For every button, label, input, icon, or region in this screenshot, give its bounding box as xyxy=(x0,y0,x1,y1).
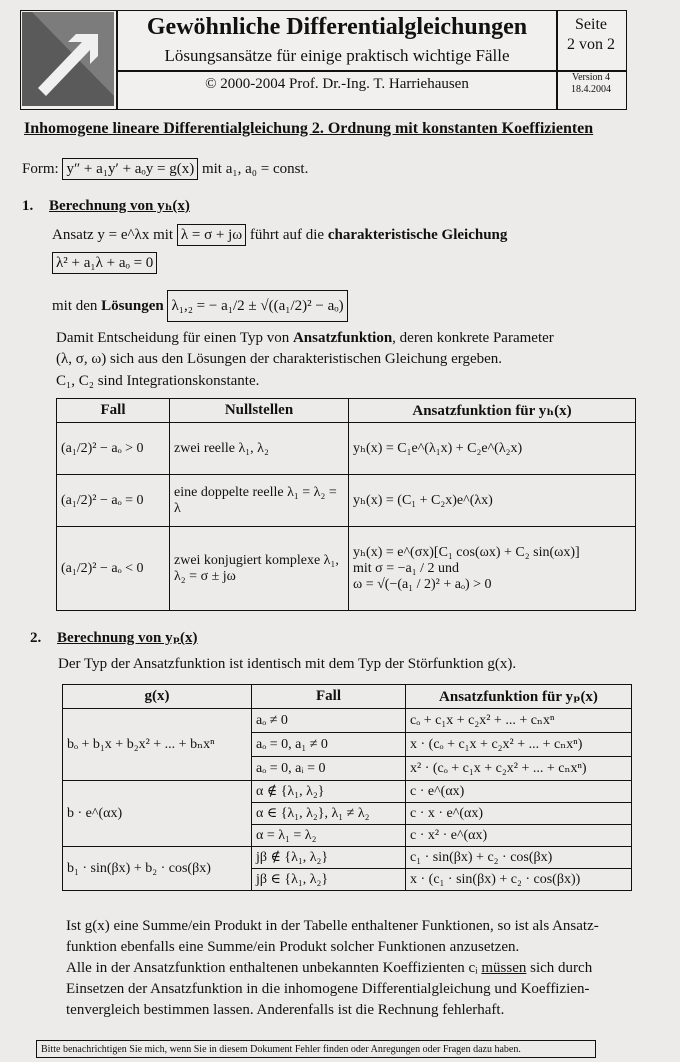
table-row xyxy=(57,423,636,475)
copyright: © 2000-2004 Prof. Dr.-Ing. T. Harriehausen xyxy=(205,76,469,92)
version: Version 4 xyxy=(571,72,611,83)
table-header-row xyxy=(63,685,632,709)
loesung-line xyxy=(52,290,348,322)
table-cell: x² · (cₒ + c₁x + c₂x² + ... + cₙxⁿ) xyxy=(406,757,632,781)
desc-text: , deren konkrete Parameter xyxy=(392,330,554,346)
form-label: Form: xyxy=(22,161,59,177)
para-line: tenvergleich bestimmen lassen. Anderenfalls ist die Rechnung fehlerhaft. xyxy=(66,1002,505,1018)
table-cell: c · x² · e^(αx) xyxy=(406,825,632,847)
table-cell: x · (c₁ · sin(βx) + c₂ · cos(βx)) xyxy=(406,869,632,891)
footer-note: Bitte benachrichtigen Sie mich, wenn Sie in diesem Dokument Fehler finden oder Anregungen oder Fragen dazu haben. xyxy=(36,1040,596,1058)
table-cell: aₒ = 0, aᵢ = 0 xyxy=(252,757,406,781)
ansatz-line: ω = √(−(a₁ / 2)² + aₒ) > 0 xyxy=(353,577,492,592)
page-number: 2 von 2 xyxy=(567,36,615,53)
section-title: Berechnung von yₚ(x) xyxy=(57,630,198,646)
section-2-heading xyxy=(30,628,198,647)
table-cell: jβ ∈ {λ₁, λ₂} xyxy=(252,869,406,891)
main-title: Inhomogene lineare Differentialgleichung 2. Ordnung mit konstanten Koeffizienten xyxy=(24,120,594,137)
page-label: Seite xyxy=(575,16,607,33)
char-equation-line xyxy=(52,252,157,274)
table-header: Ansatzfunktion für yₚ(x) xyxy=(406,685,632,709)
ansatz-bold: charakteristische Gleichung xyxy=(327,227,508,243)
desc-line-1 xyxy=(56,330,554,347)
table-cell: zwei konjugiert komplexe λ₁, λ₂ = σ ± jω xyxy=(170,527,349,611)
section-number: 2. xyxy=(30,630,42,646)
section-title: Berechnung von yₕ(x) xyxy=(49,198,190,214)
table-cell: eine doppelte reelle λ₁ = λ₂ = λ xyxy=(170,475,349,527)
table-header: Fall xyxy=(252,685,406,709)
table-cell: c₁ · sin(βx) + c₂ · cos(βx) xyxy=(406,847,632,869)
desc-line-3: C₁, C₂ sind Integrationskonstante. xyxy=(56,373,260,389)
form-line xyxy=(22,158,308,180)
ansatz-line: yₕ(x) = e^(σx)[C₁ cos(ωx) + C₂ sin(ωx)] xyxy=(353,545,580,560)
desc-text: Damit Entscheidung für einen Typ von xyxy=(56,330,293,346)
header-divider xyxy=(116,70,626,72)
table-cell: jβ ∉ {λ₁, λ₂} xyxy=(252,847,406,869)
table-cell: aₒ ≠ 0 xyxy=(252,709,406,733)
para-line: Einsetzen der Ansatzfunktion in die inhomogene Differentialgleichung und Koeffizien- xyxy=(66,981,590,997)
section-number: 1. xyxy=(22,198,34,214)
table-header: Ansatzfunktion für yₕ(x) xyxy=(349,399,636,423)
table-cell: x · (cₒ + c₁x + c₂x² + ... + cₙxⁿ) xyxy=(406,733,632,757)
desc-line-2: (λ, σ, ω) sich aus den Lösungen der charakteristischen Gleichung ergeben. xyxy=(56,351,503,367)
table-cell: b₁ · sin(βx) + b₂ · cos(βx) xyxy=(63,847,252,891)
table-header: Fall xyxy=(57,399,170,423)
para-text: sich durch xyxy=(526,960,593,976)
document-title: Gewöhnliche Differentialgleichungen xyxy=(146,14,528,40)
particular-table xyxy=(62,684,632,891)
table-row xyxy=(57,527,636,611)
ansatz-prefix: Ansatz y = e^λx mit xyxy=(52,227,174,243)
section-1-heading xyxy=(22,196,190,215)
table-cell: c · x · e^(αx) xyxy=(406,803,632,825)
arrow-logo-icon xyxy=(22,12,114,106)
table-cell: cₒ + c₁x + c₂x² + ... + cₙxⁿ xyxy=(406,709,632,733)
para-line: funktion ebenfalls eine Summe/ein Produkt solcher Funktionen anzusetzen. xyxy=(66,939,520,955)
section-2-intro: Der Typ der Ansatzfunktion ist identisch mit dem Typ der Störfunktion g(x). xyxy=(58,656,517,672)
form-equation: y″ + a₁y′ + aₒy = g(x) xyxy=(62,158,198,180)
version-date: 18.4.2004 xyxy=(571,84,611,95)
table-row xyxy=(57,475,636,527)
homogeneous-table xyxy=(56,398,636,611)
ansatz-suffix: führt auf die xyxy=(249,227,325,243)
para-line: Ist g(x) eine Summe/ein Produkt in der Tabelle enthaltener Funktionen, so ist als Ansatz- xyxy=(66,918,599,934)
para-line xyxy=(66,960,592,977)
table-cell: aₒ = 0, a₁ ≠ 0 xyxy=(252,733,406,757)
desc-bold: Ansatzfunktion xyxy=(292,330,393,346)
table-row xyxy=(63,709,632,733)
table-cell: yₕ(x) = C₁e^(λ₁x) + C₂e^(λ₂x) xyxy=(349,423,636,475)
table-header-row xyxy=(57,399,636,423)
para-underline: müssen xyxy=(481,960,527,976)
ansatz-line: mit σ = −a₁ / 2 und xyxy=(353,561,459,576)
table-cell: (a₁/2)² − aₒ > 0 xyxy=(57,423,170,475)
table-header: g(x) xyxy=(63,685,252,709)
ansatz-line xyxy=(52,224,507,246)
loesung-bold: Lösungen xyxy=(101,298,164,314)
table-cell: α = λ₁ = λ₂ xyxy=(252,825,406,847)
ansatz-box: λ = σ + jω xyxy=(177,224,246,246)
table-cell: zwei reelle λ₁, λ₂ xyxy=(170,423,349,475)
table-header: Nullstellen xyxy=(170,399,349,423)
table-cell: α ∉ {λ₁, λ₂} xyxy=(252,781,406,803)
table-cell: bₒ + b₁x + b₂x² + ... + bₙxⁿ xyxy=(63,709,252,781)
logo xyxy=(22,12,114,106)
table-row xyxy=(63,781,632,803)
table-cell: c · e^(αx) xyxy=(406,781,632,803)
char-equation: λ² + a₁λ + aₒ = 0 xyxy=(52,252,157,274)
loesung-formula: λ₁,₂ = − a₁/2 ± √((a₁/2)² − aₒ) xyxy=(167,290,347,322)
form-suffix: mit a₁, a₀ = const. xyxy=(201,161,309,177)
table-row xyxy=(63,847,632,869)
table-cell xyxy=(349,527,636,611)
table-cell: (a₁/2)² − aₒ < 0 xyxy=(57,527,170,611)
table-cell: (a₁/2)² − aₒ = 0 xyxy=(57,475,170,527)
para-text: Alle in der Ansatzfunktion enthaltenen unbekannten Koeffizienten cᵢ xyxy=(66,960,482,976)
table-cell: b · e^(αx) xyxy=(63,781,252,847)
table-cell: yₕ(x) = (C₁ + C₂x)e^(λx) xyxy=(349,475,636,527)
table-cell: α ∈ {λ₁, λ₂}, λ₁ ≠ λ₂ xyxy=(252,803,406,825)
document-subtitle: Lösungsansätze für einige praktisch wichtige Fälle xyxy=(164,46,510,65)
loesung-prefix: mit den xyxy=(52,298,98,314)
